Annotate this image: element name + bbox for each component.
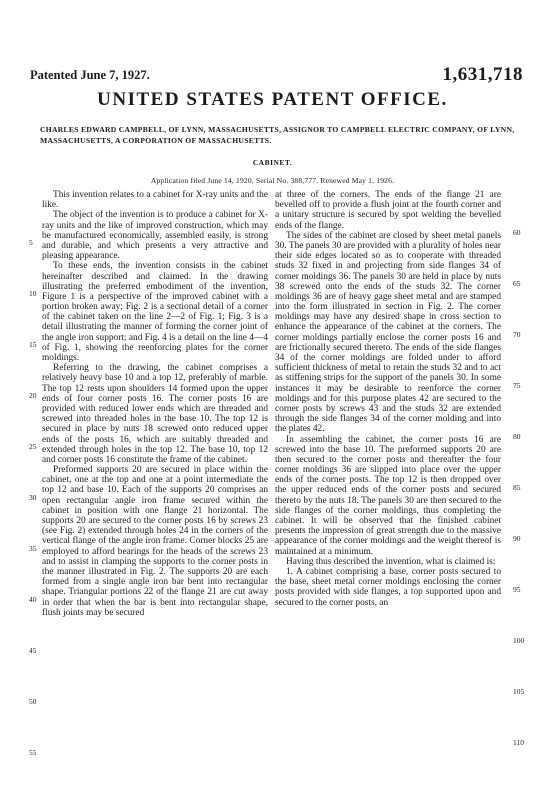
assignor-line: CHARLES EDWARD CAMPBELL, OF LYNN, MASSACHUSETTS, ASSIGNOR TO CAMPBELL ELECTRIC COMPANY, OF LYNN, MASSACHUSETTS, A CORPORATION OF MASSACHUSETTS. [40, 125, 515, 145]
line-number: 10 [29, 289, 37, 298]
line-number: 60 [513, 228, 521, 237]
left-paragraph: Preformed supports 20 are secured in place within the cabinet, one at the top and one at a point intermediate the top 12 and base 10. Each of the supports 20 comprises an open rectangular angle iron frame secured within the cabinet in position with one flange 21 horizontal. The supports 20 are secured to the corner posts 16 by screws 23 (see Fig. 2) extended through holes 24 in the corners of the vertical flange of the angle iron frame. Corner blocks 25 are employed to afford bearings for the heads of the screws 23 and to assist in clamping the supports to the corner posts in the manner illustrated in Fig. 2. The supports 20 are each formed from a single angle iron bar bent into rectangular shape. Triangular portions 22 of the flange 21 are cut away in order that when the bar is bent into rectangular shape, flush joints may be secured [42, 465, 268, 618]
line-number: 100 [513, 636, 525, 645]
line-number: 90 [513, 534, 521, 543]
line-number: 55 [29, 748, 37, 757]
line-number: 85 [513, 483, 521, 492]
invention-title: CABINET. [252, 158, 293, 167]
line-number: 75 [513, 381, 521, 390]
line-number: 50 [29, 697, 37, 706]
line-number: 35 [29, 544, 37, 553]
line-number: 80 [513, 432, 521, 441]
right-paragraph: at three of the corners. The ends of the flange 21 are bevelled off to provide a flush joint at the fourth corner and a unitary structure is secured by spot welding the bevelled ends of the flange. [275, 190, 501, 231]
patent-number: 1,631,718 [442, 64, 523, 85]
right-paragraph: In assembling the cabinet, the corner posts 16 are screwed into the base 10. The preformed supports 20 are then secured to the corner posts and thereafter the four corner moldings 36 are slipped into place over the upper ends of the corner posts. The top 12 is then dropped over the upper reduced ends of the corner posts and secured thereto by the nuts 18. The panels 30 are then secured to the side flanges of the corner moldings, thus completing the cabinet. It will be observed that the finished cabinet presents the impression of great strength due to the massive appearance of the corner moldings and the weight thereof is maintained at a minimum. [275, 434, 501, 557]
right-paragraph: Having thus described the invention, what is claimed is: [286, 556, 496, 567]
left-paragraph: Referring to the drawing, the cabinet comprises a relatively heavy base 10 and a top 12, preferably of marble. The top 12 rests upon shoulders 14 formed upon the upper ends of four corner posts 16. The corner posts 16 are provided with reduced lower ends which are threaded and screwed into threaded holes in the base 10. The top 12 is secured in place by nuts 18 screwed onto reduced upper ends of the posts 16, which are suitably threaded and extended through holes in the top 12. The base 10, top 12 and corner posts 16 constitute the frame of the cabinet. [42, 363, 268, 465]
line-number: 15 [29, 340, 37, 349]
left-paragraph: The object of the invention is to produce a cabinet for X-ray units and the like of improved construction, which may be manufactured economically, assembled easily, is strong and durable, and which presents a very attractive and pleasing appearance. [42, 210, 268, 262]
left-paragraph: To these ends, the invention consists in the cabinet hereinafter described and claimed. In the drawing illustrating the preferred embodiment of the invention, Figure 1 is a perspective of the improved cabinet with a portion broken away; Fig. 2 is a sectional detail of a corner of the cabinet taken on the line 2—2 of Fig. 1; Fig. 3 is a detail illustrating the manner of forming the corner joint of the angle iron support; and Fig. 4 is a detail on the line 4—4 of Fig. 1, showing the reenforcing plates for the corner moldings. [42, 261, 268, 363]
right-column [275, 190, 501, 608]
line-number: 40 [29, 595, 37, 604]
right-paragraph: 1. A cabinet comprising a base, corner posts secured to the base, sheet metal corner moldings enclosing the corner posts provided with side flanges, a top supported upon and secured to the corner posts, an [275, 566, 501, 608]
line-number: 70 [513, 330, 521, 339]
line-number: 105 [513, 687, 525, 696]
line-number: 65 [513, 279, 521, 288]
application-line: Application filed June 14, 1920, Serial No. 388,777. Renewed May 1, 1926. [150, 176, 395, 185]
line-number: 20 [29, 391, 37, 400]
line-number: 95 [513, 585, 521, 594]
left-paragraph: This invention relates to a cabinet for X-ray units and the like. [42, 190, 268, 211]
office-heading: UNITED STATES PATENT OFFICE. [97, 89, 448, 110]
line-number: 30 [29, 493, 37, 502]
line-number: 5 [29, 238, 33, 247]
right-paragraph: The sides of the cabinet are closed by sheet metal panels 30. The panels 30 are provided with a plurality of holes near their side edges located so as to cooperate with threaded studs 32 fixed in and projecting from side flanges 34 of corner moldings 36. The panels 30 are held in place by nuts 38 screwed onto the ends of the studs 32. The corner moldings 36 are of heavy gage sheet metal and are stamped into the form illustrated in section in Fig. 2. The corner moldings may have any desired shape in cross section to enhance the appearance of the cabinet at the corners. The corner moldings partially enclose the corner posts 16 and are frictionally secured thereto. The ends of the side flanges 34 of the corner moldings are folded under to afford sufficient thickness of metal to retain the studs 32 and to act as stiffening strips for the support of the panels 30. In some instances it may be desirable to reenforce the corner moldings and for this purpose plates 42 are secured to the corner posts by screws 43 and the studs 32 are extended through the side flanges 34 of the corner molding and into the plates 42. [275, 230, 501, 435]
line-number: 110 [513, 738, 524, 747]
left-column [42, 190, 268, 618]
patented-date: Patented June 7, 1927. [30, 68, 150, 82]
line-number: 45 [29, 646, 37, 655]
line-number: 25 [29, 442, 37, 451]
